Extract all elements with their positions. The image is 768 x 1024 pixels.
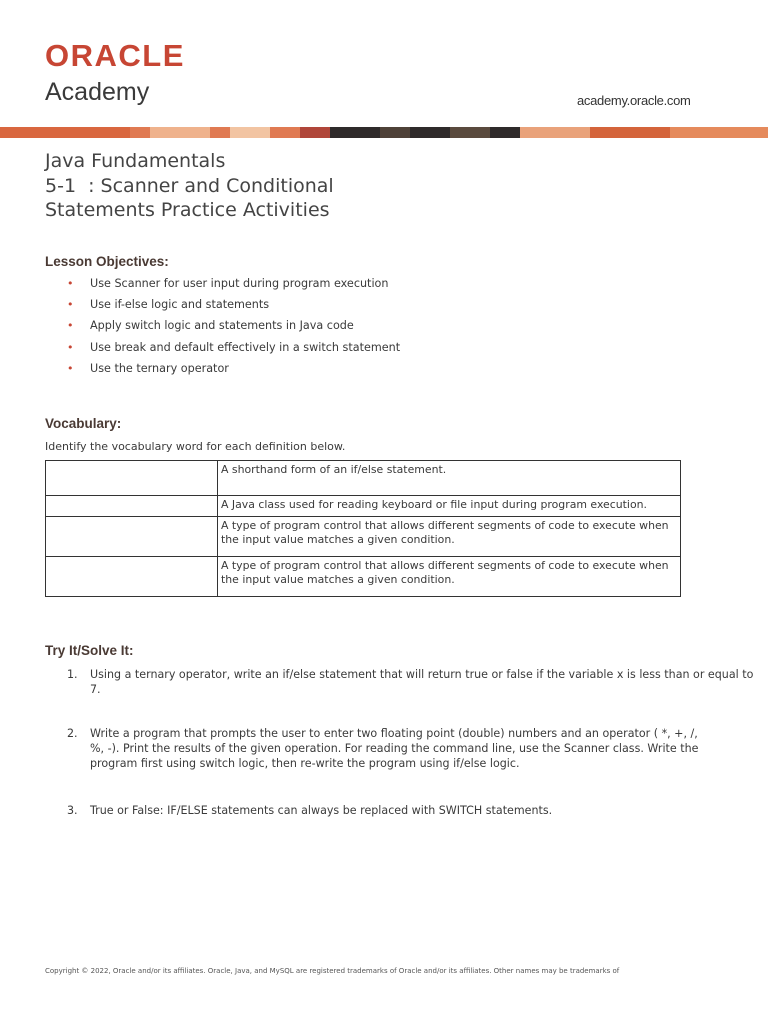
list-item bbox=[67, 361, 400, 382]
title-line-3: Statements Practice Activities bbox=[45, 199, 330, 221]
vocab-term-cell[interactable] bbox=[46, 461, 218, 496]
academy-subtitle: Academy bbox=[45, 78, 150, 106]
decorative-banner bbox=[0, 127, 768, 138]
list-item bbox=[67, 297, 400, 318]
list-item bbox=[67, 667, 767, 697]
bullet-icon: • bbox=[67, 340, 74, 354]
objective-text: Use the ternary operator bbox=[90, 361, 229, 375]
vocab-term-cell[interactable] bbox=[46, 496, 218, 517]
objectives-list bbox=[67, 276, 400, 382]
task-number: 3. bbox=[67, 804, 78, 817]
objective-text: Use if-else logic and statements bbox=[90, 298, 270, 312]
list-item bbox=[67, 340, 400, 361]
vocabulary-heading: Vocabulary: bbox=[45, 416, 122, 431]
task-text: True or False: IF/ELSE statements can always be replaced with SWITCH statements. bbox=[90, 804, 553, 817]
vocab-term-cell[interactable] bbox=[46, 557, 218, 597]
task-text: Using a ternary operator, write an if/else statement that will return true or false if the variable x is less than or equal to 7. bbox=[90, 668, 754, 696]
vocabulary-table bbox=[45, 460, 681, 597]
table-row bbox=[46, 461, 681, 496]
try-it-heading: Try It/Solve It: bbox=[45, 643, 134, 658]
objective-text: Use Scanner for user input during program execution bbox=[90, 277, 389, 290]
title-line-2: 5-1 : Scanner and Conditional bbox=[45, 174, 334, 197]
vocab-definition-cell: A type of program control that allows different segments of code to execute when the input value matches a given condition. bbox=[218, 517, 681, 557]
table-row bbox=[46, 496, 681, 517]
task-number: 2. bbox=[67, 727, 78, 740]
vocab-definition-cell: A shorthand form of an if/else statement. bbox=[218, 461, 681, 496]
table-row bbox=[46, 557, 681, 597]
bullet-icon: • bbox=[67, 298, 74, 312]
list-item bbox=[67, 726, 767, 771]
vocab-definition-cell: A type of program control that allows different segments of code to execute when the input value matches a given condition. bbox=[218, 557, 681, 597]
list-item bbox=[67, 318, 400, 339]
vocabulary-intro: Identify the vocabulary word for each definition below. bbox=[45, 440, 346, 453]
site-url[interactable]: academy.oracle.com bbox=[577, 93, 691, 108]
list-item bbox=[67, 276, 400, 297]
task-text: Write a program that prompts the user to enter two floating point (double) numbers and an operator ( *, +, /, %, -). Print the results of the given operation. For reading the command line, use the Scanner class. Write the program first using switch logic, then re-write the program using if/else logic. bbox=[90, 727, 699, 770]
objective-text: Use break and default effectively in a switch statement bbox=[90, 340, 401, 354]
bullet-icon: • bbox=[67, 361, 74, 375]
list-item bbox=[67, 803, 767, 818]
table-row bbox=[46, 517, 681, 557]
page-title bbox=[45, 149, 334, 223]
task-number: 1. bbox=[67, 668, 78, 681]
oracle-logo: ORACLE bbox=[45, 38, 185, 73]
bullet-icon: • bbox=[67, 277, 74, 290]
vocab-definition-cell: A Java class used for reading keyboard or file input during program execution. bbox=[218, 496, 681, 517]
objectives-heading: Lesson Objectives: bbox=[45, 254, 169, 269]
objective-text: Apply switch logic and statements in Java code bbox=[90, 319, 354, 333]
copyright-footer: Copyright © 2022, Oracle and/or its affiliates. Oracle, Java, and MySQL are registered trademarks of Oracle and/or its affiliates. Other names may be trademarks of bbox=[45, 967, 620, 975]
task-list bbox=[67, 667, 767, 818]
title-line-1: Java Fundamentals bbox=[45, 150, 226, 172]
vocab-term-cell[interactable] bbox=[46, 517, 218, 557]
bullet-icon: • bbox=[67, 319, 74, 333]
